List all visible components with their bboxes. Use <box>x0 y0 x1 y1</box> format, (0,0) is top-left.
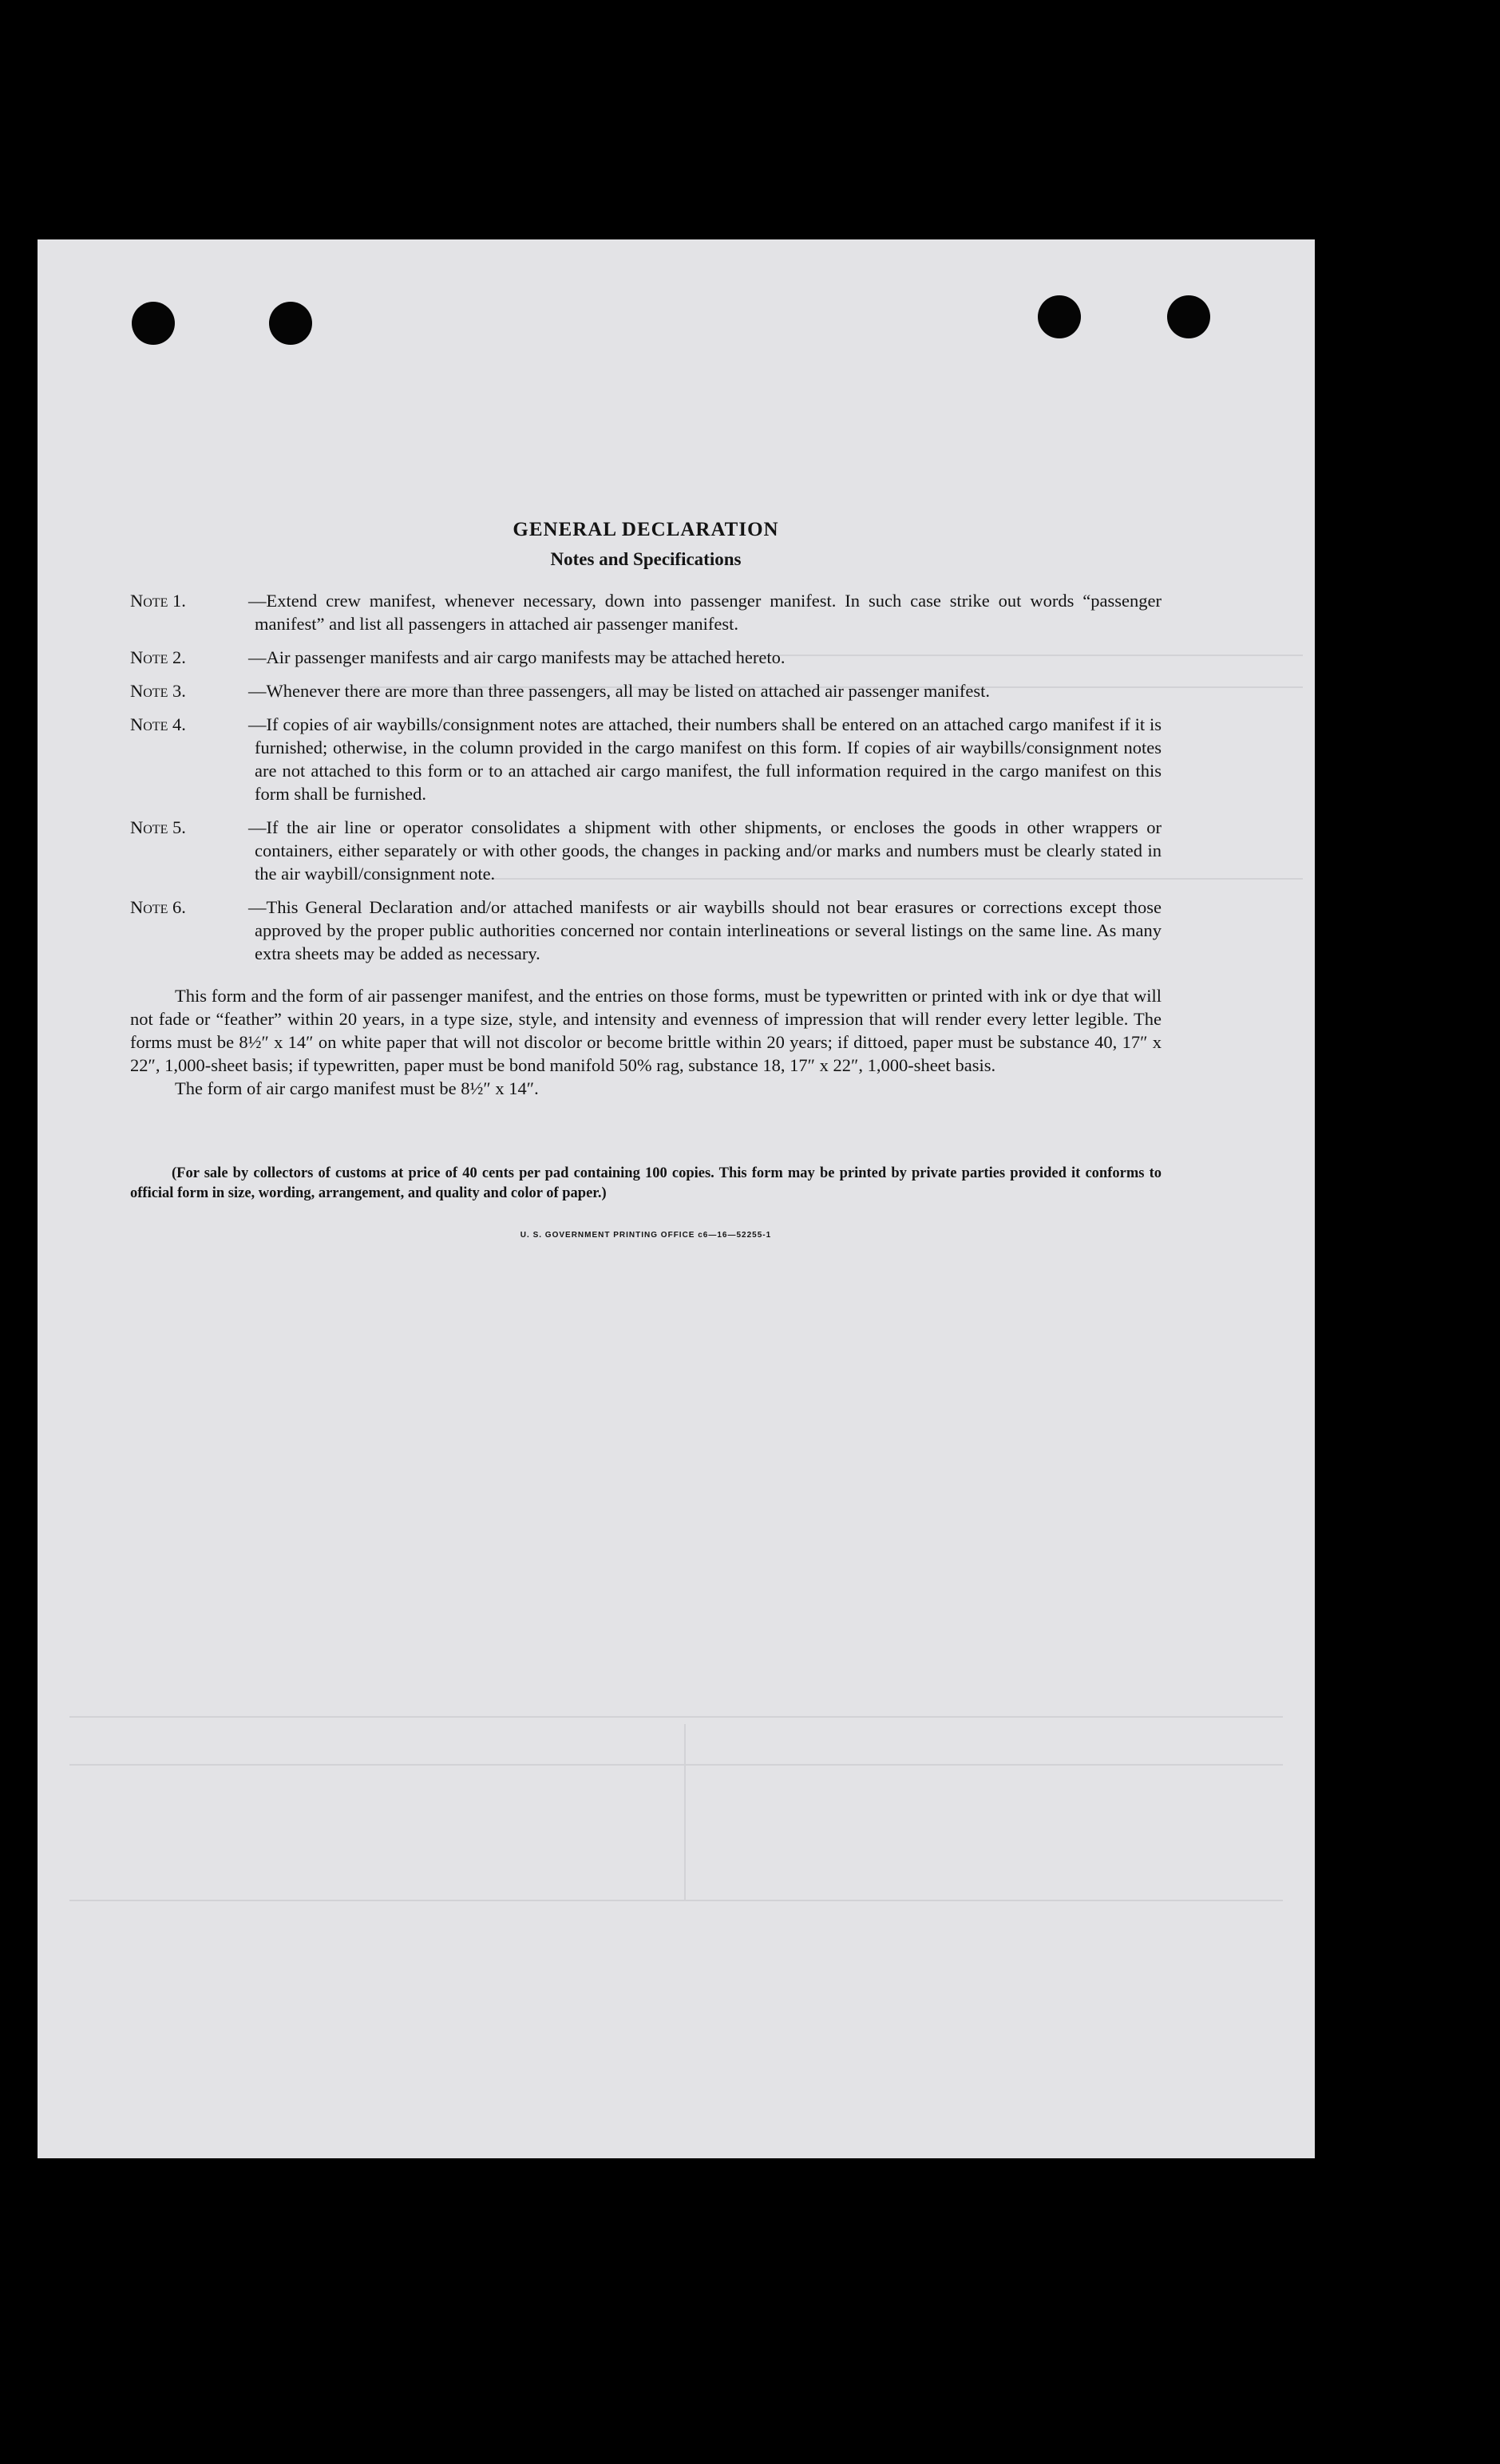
note-label: Note 4. <box>130 714 186 734</box>
printer-line: U. S. GOVERNMENT PRINTING OFFICE c6—16—52255-1 <box>520 1231 772 1240</box>
note-item <box>130 679 1162 702</box>
note-text: —Extend crew manifest, whenever necessary, down into passenger manifest. In such case strike out words “passenger manifest” and list all passengers in attached air passenger manifest. <box>248 591 1162 634</box>
punch-hole-left-1 <box>132 302 175 345</box>
sale-notice: (For sale by collectors of customs at price of 40 cents per pad containing 100 copies. This form may be printed by private parties provided it conforms to official form in size, wording, arrangement, and quality and color of paper.) <box>130 1165 1162 1201</box>
document-title: GENERAL DECLARATION <box>513 519 779 540</box>
bleed-through-line <box>69 1900 1283 1901</box>
note-item <box>130 713 1162 805</box>
punch-hole-right-2 <box>1167 295 1210 338</box>
note-item <box>130 646 1162 669</box>
bleed-through-line <box>69 1716 1283 1718</box>
note-label: Note 6. <box>130 897 186 917</box>
bleed-through-line <box>684 1724 686 1900</box>
note-label: Note 3. <box>130 681 186 701</box>
document-subtitle: Notes and Specifications <box>550 549 742 569</box>
note-label: Note 2. <box>130 647 186 667</box>
note-item <box>130 589 1162 635</box>
note-label: Note 5. <box>130 817 186 837</box>
note-label: Note 1. <box>130 591 186 611</box>
note-text: —This General Declaration and/or attached manifests or air waybills should not bear erasures or corrections except those approved by the proper public authorities concerned nor contain interlineations or several listings on the same line. As many extra sheets may be added as necessary. <box>248 897 1162 963</box>
specification-paragraph-last: The form of air cargo manifest must be 8½″ x 14″. <box>175 1078 539 1098</box>
note-text: —If copies of air waybills/consignment notes are attached, their numbers shall be entered on an attached cargo manifest if it is furnished; otherwise, in the column provided in the cargo manifest on this form. If copies of air waybills/consignment notes are not attached to this form or to an attached air cargo manifest, the full information required in the cargo manifest on this form shall be furnished. <box>248 714 1162 804</box>
note-text: —If the air line or operator consolidates a shipment with other shipments, or encloses the goods in other wrappers or containers, either separately or with other goods, the changes in packing and/or marks and numbers must be clearly stated in the air waybill/consignment note. <box>248 817 1162 884</box>
note-text: —Air passenger manifests and air cargo manifests may be attached hereto. <box>248 647 786 667</box>
note-item <box>130 816 1162 885</box>
note-text: —Whenever there are more than three passengers, all may be listed on attached air passenger manifest. <box>248 681 990 701</box>
punch-hole-left-2 <box>269 302 312 345</box>
bleed-through-line <box>69 1764 1283 1766</box>
specification-paragraph: This form and the form of air passenger manifest, and the entries on those forms, must be typewritten or printed with ink or dye that will not fade or “feather” within 20 years, in a type size, style, and intensity and evenness of impression that will render every letter legible. The forms must be 8½″ x 14″ on white paper that will not discolor or become brittle within 20 years; if dittoed, paper must be substance 40, 17″ x 22″, 1,000-sheet basis; if typewritten, paper must be bond manifold 50% rag, substance 18, 17″ x 22″, 1,000-sheet basis. <box>130 986 1162 1075</box>
punch-hole-right-1 <box>1038 295 1081 338</box>
note-item <box>130 896 1162 965</box>
declaration-notes <box>130 517 1162 1240</box>
